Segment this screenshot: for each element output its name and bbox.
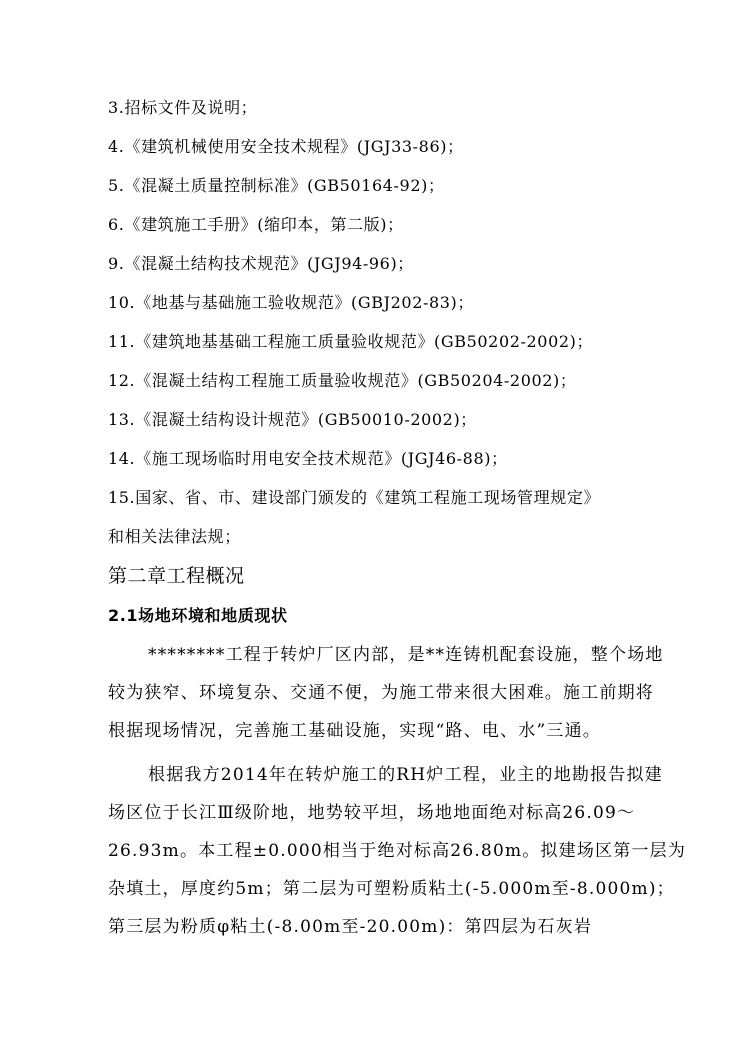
paragraph-line: 根据我方2014年在转炉施工的RH炉工程，业主的地勘报告拟建 [148, 765, 663, 785]
reference-item: 3.招标文件及说明； [108, 98, 258, 117]
paragraph-line: 26.93m。本工程±0.000相当于绝对标高26.80m。拟建场区第一层为 [108, 841, 687, 861]
paragraph-line: 杂填土，厚度约5m；第二层为可塑粉质粘土(-5.000m至-8.000m)； [108, 879, 675, 899]
reference-item: 11.《建筑地基基础工程施工质量验收规范》(GB50202-2002)； [108, 332, 594, 351]
reference-item: 4.《建筑机械使用安全技术规程》(JGJ33-86)； [108, 137, 464, 156]
reference-item: 14.《施工现场临时用电安全技术规范》(JGJ46-88)； [108, 449, 508, 468]
reference-item: 6.《建筑施工手册》(缩印本，第二版)； [108, 215, 404, 234]
reference-item-continuation: 和相关法律法规； [108, 527, 241, 546]
reference-item: 5.《混凝土质量控制标准》(GB50164-92)； [108, 176, 445, 195]
reference-item: 12.《混凝土结构工程施工质量验收规范》(GB50204-2002)； [108, 371, 577, 390]
paragraph-line: ********工程于转炉厂区内部，是**连铸机配套设施，整个场地 [148, 645, 664, 665]
reference-item: 9.《混凝土结构技术规范》(JGJ94-96)； [108, 254, 414, 273]
paragraph-line: 场区位于长江Ⅲ级阶地，地势较平坦，场地地面绝对标高26.09～ [108, 803, 636, 823]
chapter-title: 第二章工程概况 [108, 565, 245, 587]
paragraph-line: 根据现场情况，完善施工基础设施，实现“路、电、水”三通。 [108, 721, 601, 741]
paragraph-line: 较为狭窄、环境复杂、交通不便，为施工带来很大困难。施工前期将 [108, 683, 654, 703]
reference-item: 10.《地基与基础施工验收规范》(GBJ202-83)； [108, 293, 474, 312]
paragraph-line: 第三层为粉质φ粘土(-8.00m至-20.00m)：第四层为石灰岩 [108, 917, 593, 937]
section-title: 2.1场地环境和地质现状 [108, 606, 288, 625]
reference-item: 15.国家、省、市、建设部门颁发的《建筑工程施工现场管理规定》 [108, 488, 601, 507]
reference-item: 13.《混凝土结构设计规范》(GB50010-2002)； [108, 410, 477, 429]
